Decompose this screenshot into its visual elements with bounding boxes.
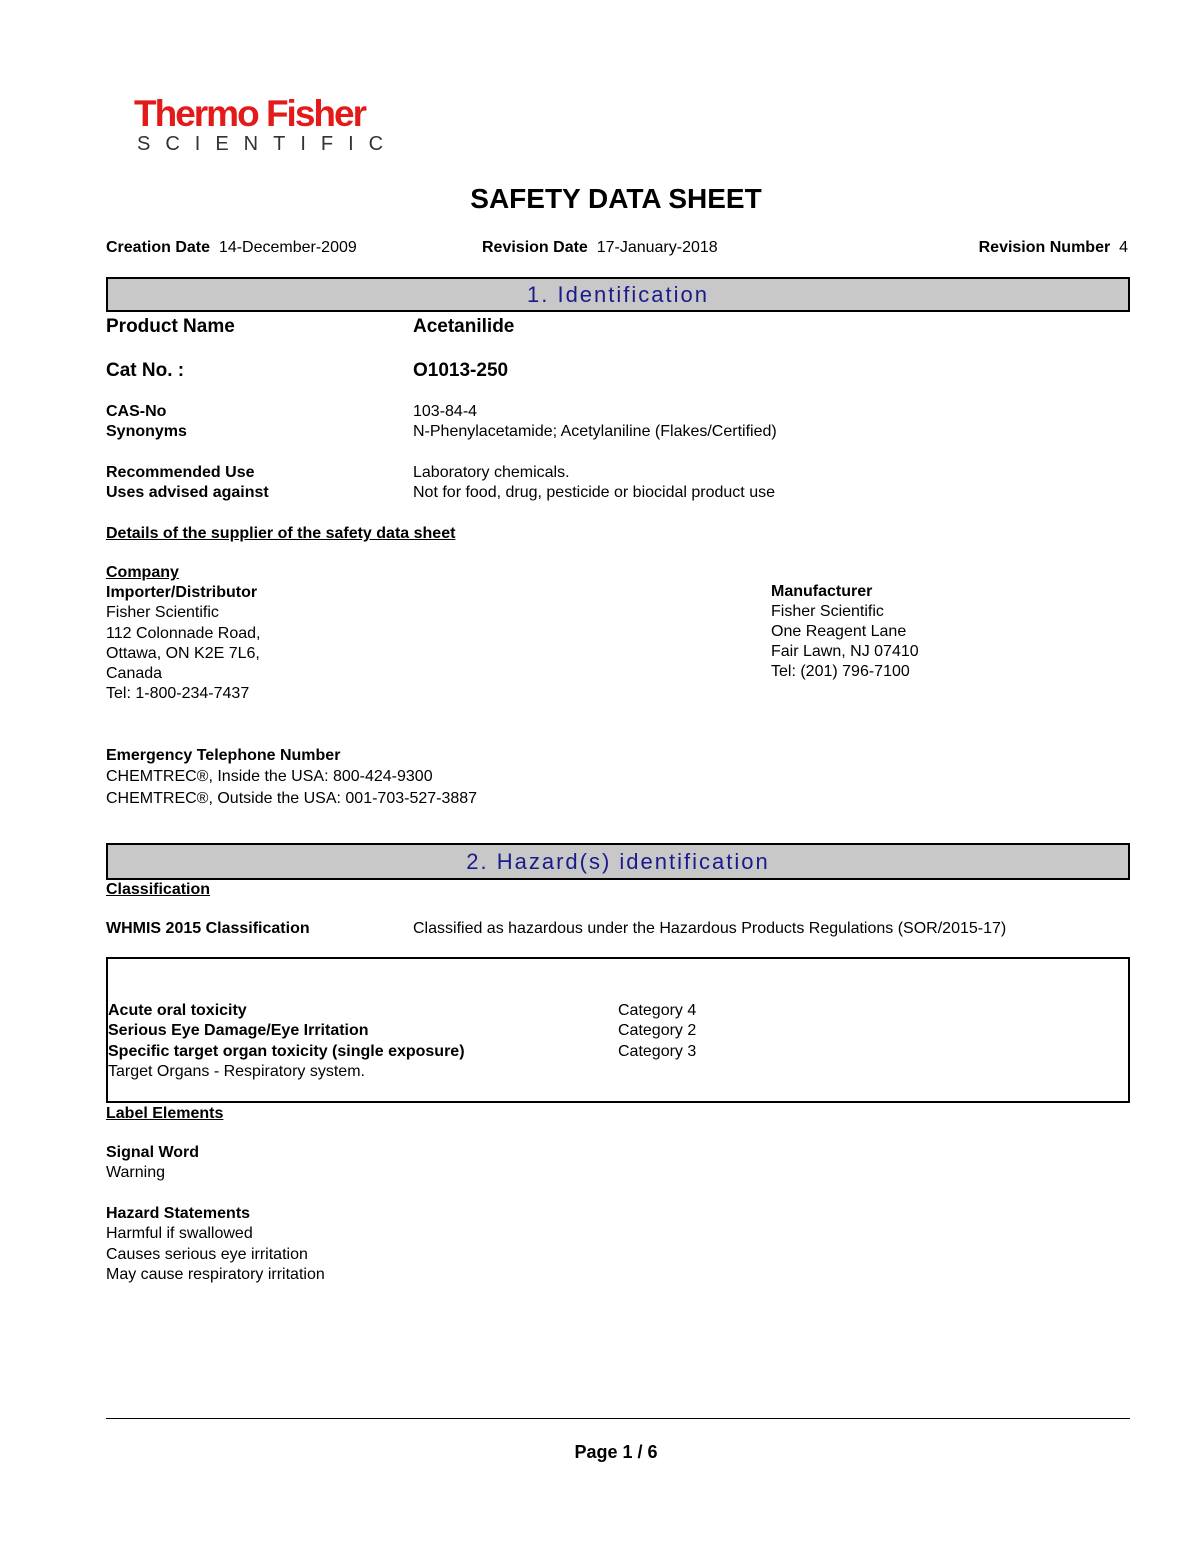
uses-against-value: Not for food, drug, pesticide or biocidal product use	[413, 484, 775, 501]
creation-date	[106, 238, 357, 258]
section-2-header: 2. Hazard(s) identification	[106, 843, 1130, 880]
logo-subtitle: SCIENTIFIC	[137, 133, 399, 155]
importer-line: Ottawa, ON K2E 7L6,	[106, 645, 260, 662]
manufacturer-line: Fair Lawn, NJ 07410	[771, 643, 919, 660]
cas-label: CAS-No	[106, 403, 167, 420]
recommended-use-label: Recommended Use	[106, 464, 255, 481]
hazard-category: Category 4	[618, 1002, 697, 1019]
uses-against-label: Uses advised against	[106, 484, 269, 501]
whmis-value: Classified as hazardous under the Hazardous Products Regulations (SOR/2015-17)	[413, 920, 1007, 937]
manufacturer-line: Tel: (201) 796-7100	[771, 663, 910, 680]
signal-word-label: Signal Word	[106, 1144, 200, 1161]
manufacturer-label: Manufacturer	[771, 583, 873, 600]
revision-number-label: Revision Number	[978, 239, 1111, 256]
hazard-statements-label: Hazard Statements	[106, 1205, 251, 1222]
revision-date-value: 17-January-2018	[596, 239, 718, 256]
hazard-name: Specific target organ toxicity (single exposure)	[108, 1043, 465, 1060]
cas-value: 103-84-4	[413, 403, 478, 420]
signal-word-value: Warning	[106, 1164, 165, 1181]
hazard-category: Category 3	[618, 1043, 697, 1060]
hazard-statement: Causes serious eye irritation	[106, 1246, 308, 1263]
section-1-header: 1. Identification	[106, 277, 1130, 312]
hazard-name: Acute oral toxicity	[108, 1002, 247, 1019]
importer-label: Importer/Distributor	[106, 584, 258, 601]
company-label: Company	[106, 564, 179, 581]
hazard-category: Category 2	[618, 1022, 697, 1039]
page-number: Page 1 / 6	[574, 1442, 658, 1462]
cat-no-value: O1013-250	[413, 360, 509, 381]
classification-label: Classification	[106, 881, 211, 898]
creation-date-label: Creation Date	[106, 239, 211, 256]
synonyms-value: N-Phenylacetamide; Acetylaniline (Flakes/Certified)	[413, 423, 777, 440]
target-organs: Target Organs - Respiratory system.	[108, 1063, 365, 1080]
emergency-line: CHEMTREC®, Inside the USA: 800-424-9300	[106, 768, 433, 785]
hazard-statement: May cause respiratory irritation	[106, 1266, 325, 1283]
manufacturer-line: One Reagent Lane	[771, 623, 907, 640]
product-name-label: Product Name	[106, 316, 235, 337]
revision-number-value: 4	[1119, 239, 1128, 256]
importer-line: Fisher Scientific	[106, 604, 219, 621]
hazard-name: Serious Eye Damage/Eye Irritation	[108, 1022, 369, 1039]
importer-line: Canada	[106, 665, 163, 682]
whmis-label: WHMIS 2015 Classification	[106, 920, 310, 937]
hazard-statement: Harmful if swallowed	[106, 1225, 253, 1242]
label-elements-heading: Label Elements	[106, 1105, 224, 1122]
logo-wordmark: Thermo Fisher	[134, 93, 365, 134]
supplier-heading: Details of the supplier of the safety data sheet	[106, 525, 456, 542]
cat-no-label: Cat No. :	[106, 360, 185, 381]
revision-date	[482, 238, 718, 258]
emergency-line: CHEMTREC®, Outside the USA: 001-703-527-3887	[106, 790, 478, 807]
revision-date-label: Revision Date	[482, 239, 588, 256]
creation-date-value: 14-December-2009	[218, 239, 357, 256]
revision-number	[979, 238, 1128, 258]
emergency-label: Emergency Telephone Number	[106, 747, 341, 764]
document-title: SAFETY DATA SHEET	[470, 183, 762, 214]
synonyms-label: Synonyms	[106, 423, 187, 440]
importer-line: 112 Colonnade Road,	[106, 625, 261, 642]
importer-line: Tel: 1-800-234-7437	[106, 685, 250, 702]
footer-divider	[106, 1418, 1130, 1419]
product-name-value: Acetanilide	[413, 316, 515, 337]
recommended-use-value: Laboratory chemicals.	[413, 464, 570, 481]
manufacturer-line: Fisher Scientific	[771, 603, 884, 620]
